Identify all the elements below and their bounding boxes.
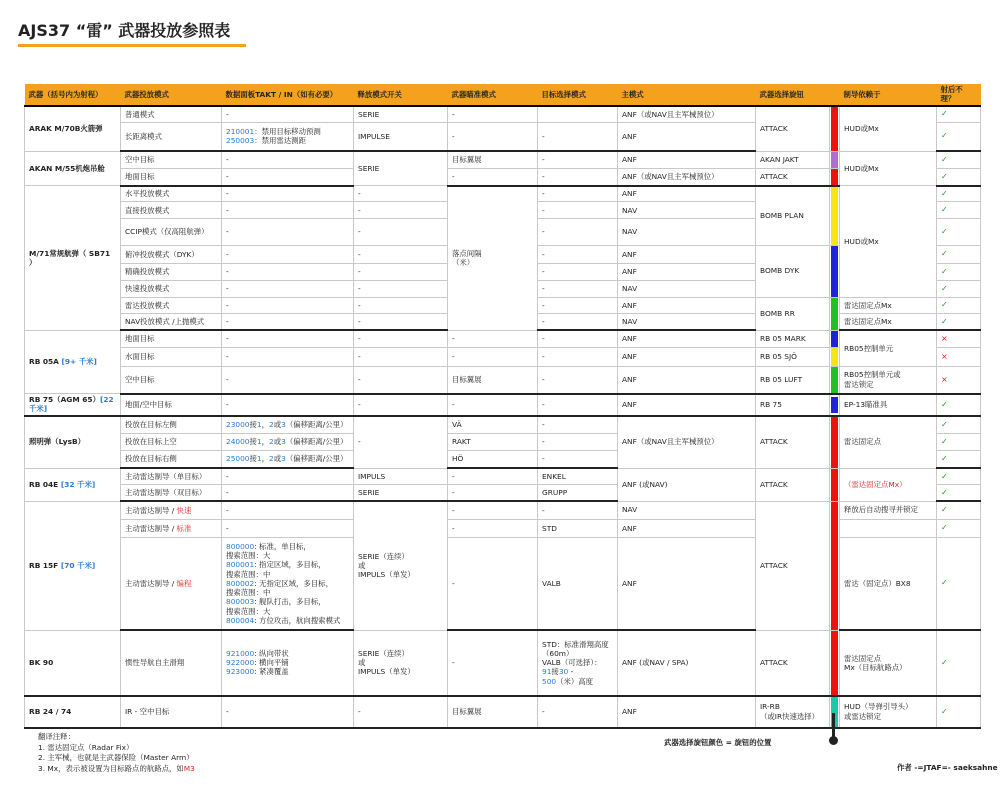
legend-dot bbox=[829, 736, 838, 745]
takt-cell: - bbox=[222, 330, 354, 347]
main-mode-cell: ANF bbox=[618, 394, 756, 416]
target-cell: - bbox=[538, 281, 618, 297]
weapon-name: RB 75（AGM 65）[22 千米] bbox=[25, 394, 121, 416]
note-1: 1. 雷达固定点（Radar Fix） bbox=[38, 742, 134, 752]
mode-cell: 主动雷达制导（单目标） bbox=[121, 468, 222, 485]
mode-cell: 直接投放模式 bbox=[121, 202, 222, 219]
takt-cell: 210001：禁用目标移动预测 250003：禁用雷达测距 bbox=[222, 122, 354, 151]
header-release: 释放模式开关 bbox=[354, 84, 448, 106]
table-row bbox=[25, 151, 981, 168]
table-row bbox=[25, 168, 981, 186]
fnf-cell: ✓ bbox=[937, 433, 981, 451]
mode-cell: 主动雷达制导 / 快速 bbox=[121, 501, 222, 519]
mode-cell: CCIP模式（仅高阻航弹） bbox=[121, 219, 222, 245]
takt-cell: 921000: 纵向带状 922000: 横向平铺 923000: 紧凑覆盖 bbox=[222, 630, 354, 696]
mode-cell: 水平投放模式 bbox=[121, 186, 222, 202]
release-cell: SERIE（连续） 或 IMPULS（单发） bbox=[354, 630, 448, 696]
guidance-cell: 雷达固定点 Mx（目标航路点） bbox=[840, 630, 937, 696]
fnf-cell: ✓ bbox=[937, 122, 981, 151]
guidance-cell: RB05控制单元 bbox=[840, 330, 937, 366]
notes-title: 翻译注释： bbox=[38, 732, 75, 741]
knob-cell: RB 05 LUFT bbox=[756, 366, 830, 394]
mode-cell: 快速投放模式 bbox=[121, 281, 222, 297]
knob-cell: RB 05 SJÖ bbox=[756, 347, 830, 366]
release-cell: IMPULSE bbox=[354, 122, 448, 151]
knob-cell: ATTACK bbox=[756, 168, 830, 186]
weapon-name: BK 90 bbox=[25, 630, 121, 696]
knob-color-blue bbox=[830, 394, 840, 416]
takt-cell: - bbox=[222, 519, 354, 537]
release-cell: SERIE bbox=[354, 485, 448, 502]
main-mode-cell: ANF bbox=[618, 245, 756, 263]
aim-cell: - bbox=[448, 394, 538, 416]
aim-cell: 落点间隔 （米） bbox=[448, 186, 538, 331]
mode-cell: NAV投放模式 /上抛模式 bbox=[121, 314, 222, 331]
knob-cell: RB 05 MARK bbox=[756, 330, 830, 347]
takt-cell: - bbox=[222, 394, 354, 416]
fnf-cell: × bbox=[937, 330, 981, 347]
note-3: 3. Mx，表示被设置为目标路点的航路点，如M3 bbox=[38, 764, 195, 774]
aim-cell: - bbox=[448, 168, 538, 186]
release-cell: - bbox=[354, 330, 448, 347]
knob-color-red bbox=[830, 416, 840, 469]
fnf-cell: ✓ bbox=[937, 519, 981, 537]
main-mode-cell: ANF（或NAV且主军械预位） bbox=[618, 416, 756, 469]
guidance-cell bbox=[840, 519, 937, 537]
main-mode-cell: ANF bbox=[618, 537, 756, 630]
weapon-name: AKAN M/55机炮吊舱 bbox=[25, 151, 121, 186]
aim-cell: - bbox=[448, 106, 538, 123]
fnf-cell: ✓ bbox=[937, 263, 981, 280]
release-cell: - bbox=[354, 219, 448, 245]
target-cell: - bbox=[538, 186, 618, 202]
table-row bbox=[25, 347, 981, 366]
main-mode-cell: ANF bbox=[618, 347, 756, 366]
release-cell: - bbox=[354, 314, 448, 331]
release-cell: - bbox=[354, 696, 448, 728]
fnf-cell: ✓ bbox=[937, 281, 981, 297]
mode-cell: 投放在目标右侧 bbox=[121, 451, 222, 469]
knob-color-yellow bbox=[830, 186, 840, 246]
target-cell: VALB bbox=[538, 537, 618, 630]
target-cell: - bbox=[538, 263, 618, 280]
mode-cell: 投放在目标上空 bbox=[121, 433, 222, 451]
main-mode-cell: NAV bbox=[618, 202, 756, 219]
mode-cell: 俯冲投放模式（DYK） bbox=[121, 245, 222, 263]
target-cell: - bbox=[538, 451, 618, 469]
main-mode-cell: ANF bbox=[618, 263, 756, 280]
main-mode-cell: ANF bbox=[618, 122, 756, 151]
takt-cell: - bbox=[222, 485, 354, 502]
table-row bbox=[25, 366, 981, 394]
translation-notes bbox=[38, 732, 195, 775]
release-cell: - bbox=[354, 366, 448, 394]
main-mode-cell: NAV bbox=[618, 219, 756, 245]
fnf-cell: ✓ bbox=[937, 501, 981, 519]
knob-cell: AKAN JAKT bbox=[756, 151, 830, 168]
knob-color-blue bbox=[830, 245, 840, 297]
main-mode-cell: ANF bbox=[618, 297, 756, 314]
guidance-cell: RB05控制单元或 雷达锁定 bbox=[840, 366, 937, 394]
target-cell: - bbox=[538, 245, 618, 263]
fnf-cell: ✓ bbox=[937, 416, 981, 434]
knob-cell: ATTACK bbox=[756, 501, 830, 630]
mode-cell: 精确投放模式 bbox=[121, 263, 222, 280]
guidance-cell: 释放后自动搜寻并锁定 bbox=[840, 501, 937, 519]
guidance-cell: （雷达固定点Mx） bbox=[840, 468, 937, 501]
target-cell bbox=[538, 106, 618, 123]
aim-cell: - bbox=[448, 330, 538, 347]
target-cell: - bbox=[538, 696, 618, 728]
weapon-name: RB 05A [9+ 千米] bbox=[25, 330, 121, 394]
page-title: AJS37 “雷” 武器投放参照表 bbox=[18, 21, 231, 40]
target-cell: - bbox=[538, 501, 618, 519]
mode-cell: 空中目标 bbox=[121, 151, 222, 168]
takt-cell: - bbox=[222, 263, 354, 280]
mode-cell: 长距离模式 bbox=[121, 122, 222, 151]
mode-cell: 空中目标 bbox=[121, 366, 222, 394]
target-cell: - bbox=[538, 168, 618, 186]
target-cell: - bbox=[538, 297, 618, 314]
release-cell: - bbox=[354, 263, 448, 280]
release-cell: - bbox=[354, 202, 448, 219]
header-knob: 武器选择旋钮 bbox=[756, 84, 830, 106]
fnf-cell: ✓ bbox=[937, 468, 981, 485]
guidance-cell: HUD（导弹引导头） 或雷达锁定 bbox=[840, 696, 937, 728]
header-mode: 武器投放模式 bbox=[121, 84, 222, 106]
fnf-cell: ✓ bbox=[937, 245, 981, 263]
knob-color-blue bbox=[830, 330, 840, 347]
aim-cell: 目标翼展 bbox=[448, 696, 538, 728]
takt-cell: - bbox=[222, 219, 354, 245]
mode-cell: 水面目标 bbox=[121, 347, 222, 366]
target-cell: ENKEL bbox=[538, 468, 618, 485]
takt-cell: 23000接1，2或3（偏移距离/公里） bbox=[222, 416, 354, 434]
knob-color-green bbox=[830, 297, 840, 330]
table-row bbox=[25, 696, 981, 728]
title-block bbox=[18, 18, 230, 41]
takt-cell: 24000接1，2或3（偏移距离/公里） bbox=[222, 433, 354, 451]
main-mode-cell: ANF bbox=[618, 186, 756, 202]
header-aim: 武器瞄准模式 bbox=[448, 84, 538, 106]
takt-cell: - bbox=[222, 501, 354, 519]
guidance-cell: 雷达固定点Mx bbox=[840, 314, 937, 331]
weapon-name: RB 04E [32 千米] bbox=[25, 468, 121, 501]
target-cell: - bbox=[538, 202, 618, 219]
fnf-cell: × bbox=[937, 347, 981, 366]
header-target: 目标选择模式 bbox=[538, 84, 618, 106]
note-2: 2. 主军械，也就是主武器保险（Master Arm） bbox=[38, 753, 194, 763]
main-mode-cell: NAV bbox=[618, 501, 756, 519]
weapon-name: 照明弹（LysB） bbox=[25, 416, 121, 469]
takt-cell: - bbox=[222, 297, 354, 314]
takt-cell: - bbox=[222, 151, 354, 168]
weapon-table bbox=[24, 84, 981, 729]
target-cell: - bbox=[538, 394, 618, 416]
mode-cell: 主动雷达制导 / 编程 bbox=[121, 537, 222, 630]
knob-color-legend: 武器选择旋钮颜色 = 旋钮的位置 bbox=[664, 738, 772, 747]
mode-cell: 普通模式 bbox=[121, 106, 222, 123]
target-cell: - bbox=[538, 151, 618, 168]
fnf-cell: ✓ bbox=[937, 696, 981, 728]
header-weapon: 武器（括号内为射程） bbox=[25, 84, 121, 106]
fnf-cell: ✓ bbox=[937, 630, 981, 696]
header-guidance: 制导依赖于 bbox=[840, 84, 937, 106]
knob-cell: IR-RB （或IR快速选择） bbox=[756, 696, 830, 728]
main-mode-cell: ANF（或NAV且主军械预位） bbox=[618, 106, 756, 123]
main-mode-cell: NAV bbox=[618, 314, 756, 331]
fnf-cell: ✓ bbox=[937, 202, 981, 219]
target-cell: - bbox=[538, 366, 618, 394]
main-mode-cell: ANF (或NAV) bbox=[618, 468, 756, 501]
fnf-cell: ✓ bbox=[937, 106, 981, 123]
takt-cell: - bbox=[222, 245, 354, 263]
header-row bbox=[25, 84, 981, 106]
aim-cell: - bbox=[448, 537, 538, 630]
table-row bbox=[25, 468, 981, 485]
guidance-cell: 雷达固定点 bbox=[840, 416, 937, 469]
header-fire-forget: 射后不理？ bbox=[937, 84, 981, 106]
knob-color-purple bbox=[830, 151, 840, 168]
knob-cell: ATTACK bbox=[756, 416, 830, 469]
release-cell: - bbox=[354, 347, 448, 366]
table-row bbox=[25, 630, 981, 696]
mode-cell: 地面/空中目标 bbox=[121, 394, 222, 416]
takt-cell: - bbox=[222, 347, 354, 366]
main-mode-cell: NAV bbox=[618, 281, 756, 297]
target-cell: STD bbox=[538, 519, 618, 537]
table-row bbox=[25, 501, 981, 519]
mode-cell: 投放在目标左侧 bbox=[121, 416, 222, 434]
knob-color-red bbox=[830, 630, 840, 696]
guidance-cell: EP-13瞄准具 bbox=[840, 394, 937, 416]
takt-cell: 25000接1，2或3（偏移距离/公里） bbox=[222, 451, 354, 469]
release-cell: - bbox=[354, 416, 448, 469]
aim-cell: - bbox=[448, 347, 538, 366]
release-cell: SERIE bbox=[354, 151, 448, 186]
target-cell: - bbox=[538, 347, 618, 366]
release-cell: IMPULS bbox=[354, 468, 448, 485]
fnf-cell: ✓ bbox=[937, 151, 981, 168]
fnf-cell: ✓ bbox=[937, 297, 981, 314]
knob-cell: RB 75 bbox=[756, 394, 830, 416]
release-cell: - bbox=[354, 394, 448, 416]
guidance-cell: HUD或Mx bbox=[840, 186, 937, 298]
release-cell: - bbox=[354, 297, 448, 314]
guidance-cell: 雷达固定点Mx bbox=[840, 297, 937, 314]
fnf-cell: ✓ bbox=[937, 394, 981, 416]
header-main-mode: 主模式 bbox=[618, 84, 756, 106]
target-cell: - bbox=[538, 330, 618, 347]
takt-cell: - bbox=[222, 202, 354, 219]
knob-color-red bbox=[830, 468, 840, 501]
release-cell: - bbox=[354, 281, 448, 297]
table-row bbox=[25, 394, 981, 416]
mode-cell: 地面目标 bbox=[121, 330, 222, 347]
aim-cell: - bbox=[448, 485, 538, 502]
fnf-cell: ✓ bbox=[937, 451, 981, 469]
knob-color-yellow bbox=[830, 347, 840, 366]
aim-cell: - bbox=[448, 468, 538, 485]
knob-cell: BOMB PLAN bbox=[756, 186, 830, 246]
release-cell: - bbox=[354, 186, 448, 202]
target-cell: - bbox=[538, 416, 618, 434]
main-mode-cell: ANF bbox=[618, 330, 756, 347]
knob-color-red bbox=[830, 168, 840, 186]
aim-cell: HÖ bbox=[448, 451, 538, 469]
table-row bbox=[25, 330, 981, 347]
target-cell: STD：标准滑翔高度 （60m） VALB（可选择）： 91接30 - 500（米）高度 bbox=[538, 630, 618, 696]
target-cell: - bbox=[538, 314, 618, 331]
takt-cell: - bbox=[222, 366, 354, 394]
fnf-cell: ✓ bbox=[937, 186, 981, 202]
knob-color-red bbox=[830, 501, 840, 630]
fnf-cell: ✓ bbox=[937, 219, 981, 245]
fnf-cell: ✓ bbox=[937, 168, 981, 186]
title-underline bbox=[18, 44, 246, 47]
aim-cell: 目标翼展 bbox=[448, 366, 538, 394]
mode-cell: 地面目标 bbox=[121, 168, 222, 186]
weapon-name: RB 15F [70 千米] bbox=[25, 501, 121, 630]
knob-cell: BOMB DYK bbox=[756, 245, 830, 297]
table-row bbox=[25, 186, 981, 202]
takt-cell: - bbox=[222, 696, 354, 728]
aim-cell: - bbox=[448, 519, 538, 537]
author-credit: 作者 -=JTAF=- saeksahne bbox=[897, 763, 998, 772]
aim-cell: RAKT bbox=[448, 433, 538, 451]
aim-cell: 目标翼展 bbox=[448, 151, 538, 168]
takt-cell: - bbox=[222, 186, 354, 202]
main-mode-cell: ANF（或NAV且主军械预位） bbox=[618, 168, 756, 186]
knob-color-red bbox=[830, 106, 840, 152]
weapon-name: RB 24 / 74 bbox=[25, 696, 121, 728]
target-cell: - bbox=[538, 433, 618, 451]
fnf-cell: ✓ bbox=[937, 485, 981, 502]
aim-cell: - bbox=[448, 122, 538, 151]
takt-cell: - bbox=[222, 314, 354, 331]
takt-cell: - bbox=[222, 168, 354, 186]
target-cell: - bbox=[538, 219, 618, 245]
target-cell: GRUPP bbox=[538, 485, 618, 502]
aim-cell: - bbox=[448, 630, 538, 696]
mode-cell: 惯性导航自主滑翔 bbox=[121, 630, 222, 696]
fnf-cell: × bbox=[937, 366, 981, 394]
knob-cell: BOMB RR bbox=[756, 297, 830, 330]
knob-cell: ATTACK bbox=[756, 468, 830, 501]
mode-cell: 主动雷达制导（双目标） bbox=[121, 485, 222, 502]
takt-cell: - bbox=[222, 281, 354, 297]
fnf-cell: ✓ bbox=[937, 537, 981, 630]
mode-cell: 雷达投放模式 bbox=[121, 297, 222, 314]
guidance-cell: 雷达（固定点）BX8 bbox=[840, 537, 937, 630]
aim-cell: - bbox=[448, 501, 538, 519]
release-cell: SERIE bbox=[354, 106, 448, 123]
release-cell: SERIE（连续） 或 IMPULS（单发） bbox=[354, 501, 448, 630]
header-color bbox=[830, 84, 840, 106]
weapon-name: M/71常规航弹（ ЅB71 ） bbox=[25, 186, 121, 331]
mode-cell: 主动雷达制导 / 标准 bbox=[121, 519, 222, 537]
main-mode-cell: ANF bbox=[618, 519, 756, 537]
main-mode-cell: ANF bbox=[618, 366, 756, 394]
knob-color-green bbox=[830, 366, 840, 394]
takt-cell: - bbox=[222, 106, 354, 123]
weapon-name: ARAK M/70B火箭弹 bbox=[25, 106, 121, 152]
main-mode-cell: ANF bbox=[618, 151, 756, 168]
header-takt: 数据面板TAKT / IN（如有必要） bbox=[222, 84, 354, 106]
knob-cell: ATTACK bbox=[756, 630, 830, 696]
fnf-cell: ✓ bbox=[937, 314, 981, 331]
mode-cell: IR - 空中目标 bbox=[121, 696, 222, 728]
knob-cell: ATTACK bbox=[756, 106, 830, 152]
takt-cell: 800000: 标准，单目标， 搜索范围：大 800001: 指定区域，多目标， 搜索范围：中 800002: 无指定区域，多目标， 搜索范围：中 800003: 舰队打击，多目标， 搜索范围：大 800004: 方位攻击，航向搜索模式 bbox=[222, 537, 354, 630]
guidance-cell: HUD或Mx bbox=[840, 106, 937, 152]
takt-cell: - bbox=[222, 468, 354, 485]
target-cell: - bbox=[538, 122, 618, 151]
guidance-cell: HUD或Mx bbox=[840, 151, 937, 186]
table-row bbox=[25, 106, 981, 123]
aim-cell: VÄ bbox=[448, 416, 538, 434]
main-mode-cell: ANF bbox=[618, 696, 756, 728]
table-row bbox=[25, 416, 981, 434]
main-mode-cell: ANF (或NAV / SPA) bbox=[618, 630, 756, 696]
release-cell: - bbox=[354, 245, 448, 263]
